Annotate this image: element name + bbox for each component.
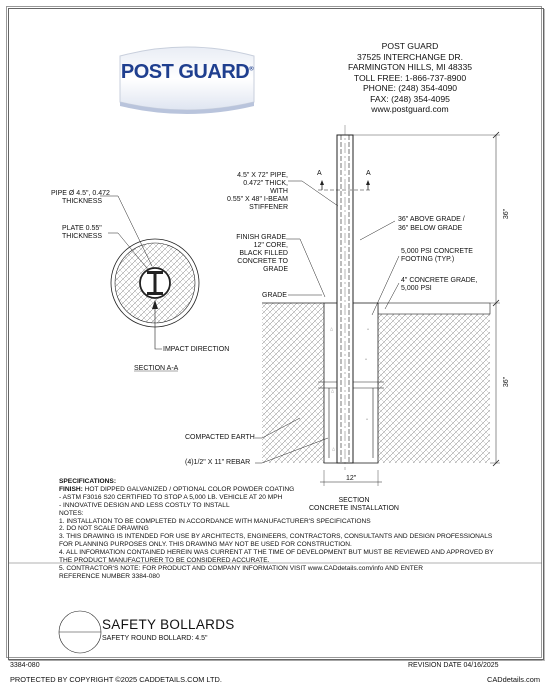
svg-text:△: △	[332, 446, 336, 451]
concrete-psi-2: FOOTING (TYP.)	[401, 256, 455, 263]
concrete-psi-1: 5,000 PSI CONCRETE	[401, 248, 473, 255]
finish-grade-1: FINISH GRADE,	[236, 234, 288, 241]
company-tollfree: TOLL FREE: 1-866-737-8900	[353, 72, 467, 83]
note-1: 1. INSTALLATION TO BE COMPLETED IN ACCORDANCE WITH MANUFACTURER'S SPECIFICATIONS	[59, 517, 371, 525]
specifications-block	[59, 478, 494, 581]
cut-label-left: A	[317, 170, 322, 177]
concrete-slab-2: 5,000 PSI	[401, 285, 432, 292]
notes-heading: NOTES:	[59, 509, 84, 517]
section-aa-title: SECTION A-A	[134, 365, 179, 372]
width-dimension: 12"	[346, 475, 357, 482]
section-title-1: SECTION	[338, 497, 370, 504]
above-grade-2: 36" BELOW GRADE	[398, 225, 463, 232]
company-name: POST GUARD	[381, 41, 439, 51]
plate-label-2: THICKNESS	[62, 233, 103, 240]
finish-grade-4: CONCRETE TO	[237, 258, 288, 265]
specs-heading: SPECIFICATIONS:	[59, 478, 117, 485]
pipe-spec-2: 0.472" THICK,	[243, 180, 288, 187]
finish-text: HOT DIPPED GALVANIZED / OPTIONAL COLOR POWDER COATING	[82, 485, 295, 493]
note-3-cont: FOR PLANNING PURPOSES ONLY. THIS DRAWING MAY NOT BE USED FOR CONSTRUCTION.	[59, 541, 352, 549]
cut-label-right: A	[366, 170, 371, 177]
note-5: 5. CONTRACTOR'S NOTE: FOR PRODUCT AND COMPANY INFORMATION VISIT www.CADdetails.com/info AND ENTER	[59, 564, 423, 572]
note-3: 3. THIS DRAWING IS INTENDED FOR USE BY ARCHITECTS, ENGINEERS, CONTRACTORS, CONSULTANTS AND DESIGN PROFESSIONALS	[59, 533, 493, 541]
finish-grade-5: GRADE	[263, 266, 288, 273]
plate-label-1: PLATE 0.55"	[62, 225, 102, 232]
svg-text:△: △	[331, 388, 335, 393]
upper-dimension: 36"	[503, 208, 511, 220]
note-4: 4. ALL INFORMATION CONTAINED HEREIN WAS CURRENT AT THE TIME OF DEVELOPMENT BUT MUST BE REVIEWED AND APPROVED BY	[59, 549, 494, 557]
company-fax: FAX: (248) 354-4095	[370, 93, 450, 104]
section-aa-detail	[100, 196, 199, 371]
svg-text:▵: ▵	[367, 326, 370, 331]
revision-date: REVISION DATE 04/16/2025	[408, 662, 499, 669]
company-website[interactable]: www.postguard.com	[371, 104, 449, 114]
drawing-code: 3384-080	[10, 662, 40, 669]
impact-direction-label: IMPACT DIRECTION	[163, 346, 230, 353]
svg-text:△: △	[330, 326, 334, 331]
pipe-spec-3: WITH	[270, 188, 288, 195]
grade-label: GRADE	[262, 292, 287, 299]
finish-grade-2: 12" CORE,	[253, 242, 288, 249]
above-grade-1: 36" ABOVE GRADE /	[398, 216, 465, 223]
pipe-spec-4: 0.55" X 48" I-BEAM	[227, 196, 288, 203]
company-address-1: 37525 INTERCHANGE DR.	[356, 51, 464, 62]
section-title-2: CONCRETE INSTALLATION	[309, 505, 399, 512]
company-phone: PHONE: (248) 354-4090	[362, 83, 458, 93]
note-5-cont: REFERENCE NUMBER 3384-080	[59, 572, 160, 580]
caddetails-link[interactable]: CADdetails.com	[487, 675, 540, 684]
copyright-notice: PROTECTED BY COPYRIGHT ©2025 CADDETAILS.COM LTD.	[10, 675, 222, 684]
logo-text: POST GUARD	[120, 61, 250, 83]
drawing-subtitle: SAFETY ROUND BOLLARD: 4.5"	[102, 635, 208, 642]
spec-line-3: - INNOVATIVE DESIGN AND LESS COSTLY TO INSTALL	[59, 501, 230, 509]
drawing-title: SAFETY BOLLARDS	[102, 617, 235, 632]
pipe-spec-5: STIFFENER	[249, 204, 288, 211]
concrete-slab-1: 4" CONCRETE GRADE,	[401, 277, 478, 284]
company-address-2: FARMINGTON HILLS, MI 48335	[347, 62, 472, 72]
lower-dimension: 36"	[503, 376, 511, 388]
rebar-label: (4)1/2" X 11" REBAR	[185, 459, 251, 466]
pipe-spec-1: 4.5" X 72" PIPE,	[237, 172, 288, 179]
note-2: 2. DO NOT SCALE DRAWING	[59, 525, 149, 533]
note-4-cont: THE PRODUCT MANUFACTURER TO BE CONSIDERED ACCURATE.	[59, 557, 270, 565]
svg-text:▵: ▵	[366, 416, 369, 421]
registered-mark: ®	[249, 66, 254, 73]
pipe-label-1: PIPE Ø 4.5", 0.472	[51, 190, 110, 197]
compacted-earth-label: COMPACTED EARTH	[185, 434, 255, 441]
spec-line-2: - ASTM F3016 S20 CERTIFIED TO STOP A 5,000 LB. VEHICLE AT 20 MPH	[59, 493, 283, 501]
bollard-elevation	[255, 125, 500, 486]
finish-label: FINISH:	[59, 485, 83, 493]
pipe-label-2: THICKNESS	[62, 198, 103, 205]
finish-grade-3: BLACK FILLED	[239, 250, 288, 257]
svg-text:▵: ▵	[365, 356, 368, 361]
